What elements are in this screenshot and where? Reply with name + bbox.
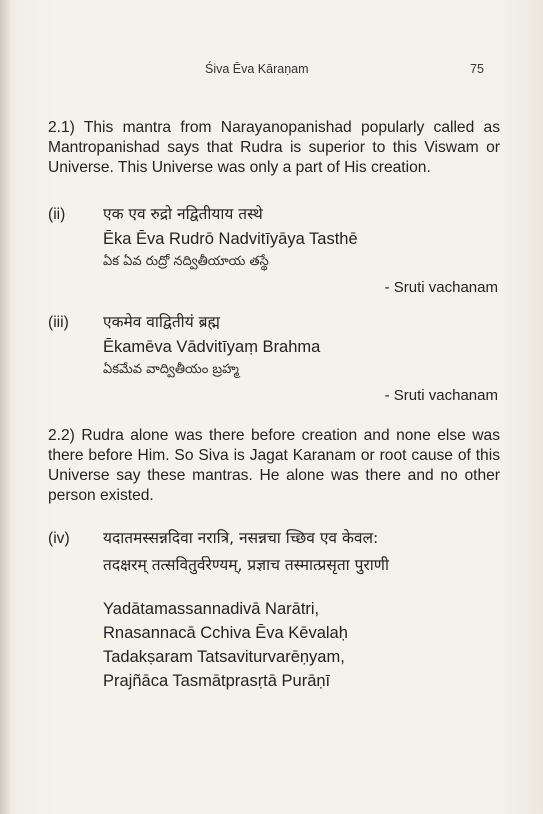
- page-binding-shadow: [0, 0, 10, 814]
- telugu-line: ఏకమేవ వాద్వితీయం బ్రహ్మ: [103, 362, 239, 377]
- verse-number: (iii): [48, 314, 69, 331]
- verse-source: - Sruti vachanam: [384, 387, 498, 404]
- page-content: [48, 118, 500, 693]
- paragraph-2-2: 2.2) Rudra alone was there before creation and none else was there before Him. So Siva is Jagat Karanam or root cause of this Universe say these mantras. He alone was there and no other person existed.: [48, 427, 500, 504]
- verse-number: (ii): [48, 206, 66, 223]
- transliteration-line: Ēkamēva Vādvitīyaṃ Brahma: [103, 338, 321, 356]
- transliteration-line: Yadātamassannadivā Narātri,: [103, 600, 320, 618]
- running-title: Śiva Ēva Kāraṇam: [205, 62, 309, 76]
- page-number: 75: [470, 62, 484, 76]
- transliteration-line: Ēka Ēva Rudrō Nadvitīyāya Tasthē: [103, 230, 358, 248]
- devanagari-line: तदक्षरम् तत्सवितुर्वरेण्यम्, प्रज्ञाच तस्मात्प्रसृता पुराणी: [103, 556, 389, 574]
- telugu-line: ఏక ఏవ రుద్రో నద్వితీయాయ తస్థే: [103, 254, 269, 269]
- verse-iii: [48, 312, 500, 406]
- transliteration-line: Tadakṣaram Tatsaviturvarēṇyam,: [103, 648, 345, 666]
- devanagari-line: यदातमस्सन्नदिवा नरात्रि, नसन्नचा च्छिव एव केवल:: [103, 529, 379, 547]
- transliteration-line: Prajñāca Tasmātprasṛtā Purāṇī: [103, 672, 331, 690]
- paragraph-2-1: 2.1) This mantra from Narayanopanishad popularly called as Mantropanishad says that Rudra is superior to this Viswam or Universe. This Universe was only a part of His creation.: [48, 119, 500, 176]
- verse-ii: [48, 204, 500, 298]
- verse-source: - Sruti vachanam: [384, 279, 498, 296]
- verse-number: (iv): [48, 530, 70, 547]
- transliteration-line: Rnasannacā Cchiva Ēva Kēvalaḥ: [103, 624, 348, 642]
- devanagari-line: एक एव रुद्रो नद्वितीयाय तस्थे: [103, 205, 263, 223]
- devanagari-line: एकमेव वाद्वितीयं ब्रह्म: [103, 313, 220, 331]
- verse-iv: [48, 528, 500, 693]
- page-header: [0, 62, 543, 80]
- transliteration-block: [48, 597, 500, 693]
